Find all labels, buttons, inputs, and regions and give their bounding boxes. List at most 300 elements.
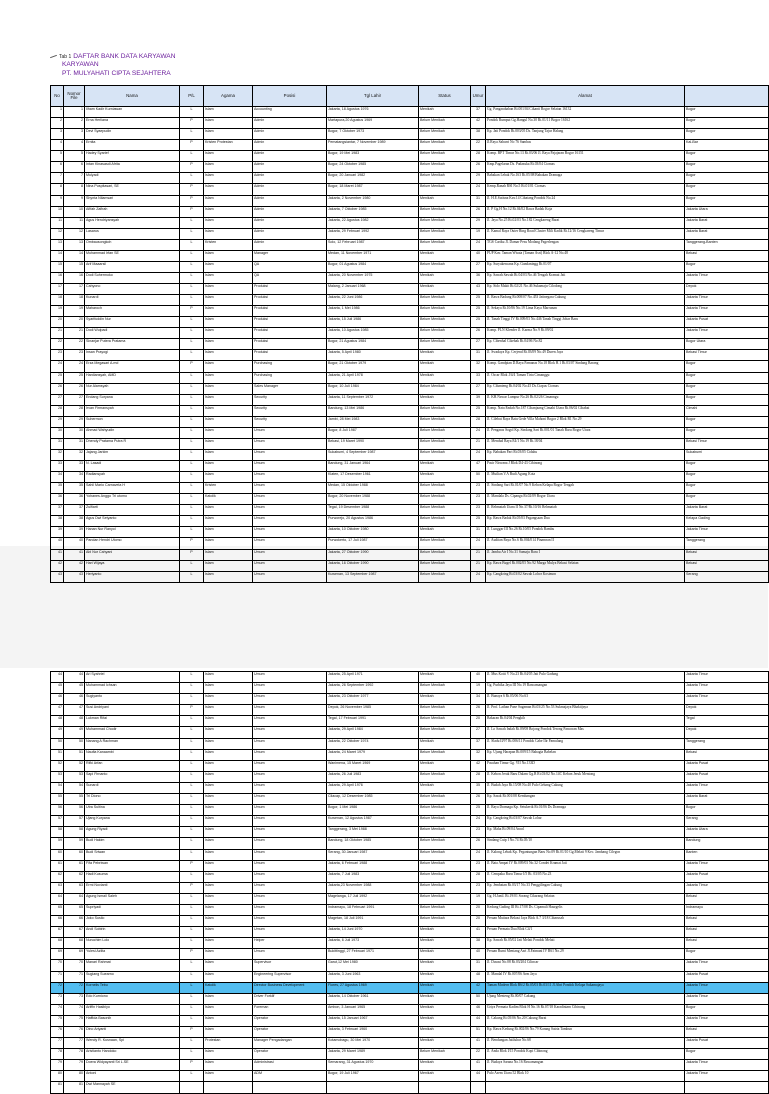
address: Taman Modern Blok B6/2 Rt.05/03 Rt.03/11 Jl.Abri Pondok Kelapa Sukamajaya — [486, 982, 685, 993]
religion: Islam — [204, 727, 253, 738]
table-row — [51, 317, 769, 328]
address: Komp. BPT Timur No.13 Rt.03/06 Jl. Raya Pajajaran Bogor 16151 — [486, 151, 685, 162]
gender: L — [180, 472, 204, 483]
gender: L — [180, 1015, 204, 1026]
marital-status: Menikah — [419, 982, 471, 993]
city: Jakarta Timur — [685, 683, 769, 694]
row-number: 8 — [51, 184, 64, 195]
table-row — [51, 250, 769, 261]
row-number: 22 — [51, 339, 64, 350]
table-row — [51, 228, 769, 239]
address: Jl. Kamal Raya Outer Ring Road Cluster Mili Kadik Rt.12/16 Cengkareng Timur — [486, 228, 685, 239]
birth-date: Medan, 15 Oktober 1988 — [327, 483, 419, 494]
row-number: 19 — [51, 306, 64, 317]
marital-status: Belum Menikah — [419, 151, 471, 162]
religion: Islam — [204, 284, 253, 295]
row-number: 77 — [51, 1038, 64, 1049]
birth-date: Jakarta, 22 Juni 1986 — [327, 295, 419, 306]
file-number: 35 — [64, 483, 85, 494]
address: Jl. Budaya Sarana No.16 Rawamangun — [486, 1060, 685, 1071]
document-header — [50, 53, 175, 78]
file-number: 73 — [64, 993, 85, 1004]
employee-name: Sapi Firnanto — [85, 771, 180, 782]
address: Jl. Bata Ampat IV Rt.009/03 No.32 Condet Kramat Jati — [486, 860, 685, 871]
file-number: 69 — [64, 949, 85, 960]
employee-name: Wendy R. Kusnaan, Spi — [85, 1038, 180, 1049]
city: Bogor — [685, 151, 769, 162]
age: 26 — [471, 328, 486, 339]
table-row — [51, 749, 769, 760]
birth-date: Depok, 26 November 1985 — [327, 705, 419, 716]
city: Jakarta Timur — [685, 1060, 769, 1071]
gender: L — [180, 449, 204, 460]
table-row — [51, 427, 769, 438]
birth-date: Bukittinggi, 27 Februari 1971 — [327, 949, 419, 960]
address: Jl. Mutlian V.A Budi Agung Kota — [486, 472, 685, 483]
age: 19 — [471, 228, 486, 239]
col-header: Status — [419, 86, 471, 107]
file-number: 21 — [64, 328, 85, 339]
row-number: 70 — [51, 960, 64, 971]
employee-name: Hardiansyah, AMD — [85, 372, 180, 383]
birth-date: Jakarta,23 November 1988 — [327, 882, 419, 893]
address: Jl. Cilebut Raya Batu Gede Villa Mahoni Bogor 2 Blok B1 No.29 — [486, 416, 685, 427]
age: 21 — [471, 549, 486, 560]
file-number: 34 — [64, 472, 85, 483]
col-header: Agama — [204, 86, 253, 107]
religion: Islam — [204, 416, 253, 427]
religion: Islam — [204, 560, 253, 571]
gender: L — [180, 1038, 204, 1049]
file-number: 33 — [64, 461, 85, 472]
gender: L — [180, 738, 204, 749]
address: Kp. Cibanteng Rt.04/02 No.45 Ds.Ciapus Ciomas — [486, 383, 685, 394]
file-number: 67 — [64, 927, 85, 938]
address: Gg. H.Janil. Rt.19/01 Sorang Cikarang Selatan — [486, 893, 685, 904]
city: Sukabumi — [685, 449, 769, 460]
marital-status: Belum Menikah — [419, 538, 471, 549]
employee-name: Kunardi — [85, 295, 180, 306]
religion: Islam — [204, 771, 253, 782]
file-number: 49 — [64, 727, 85, 738]
row-number: 12 — [51, 228, 64, 239]
file-number: 39 — [64, 527, 85, 538]
marital-status: Belum Menikah — [419, 306, 471, 317]
table-row — [51, 694, 769, 705]
address: Jl.Raya Sahurri No 76 Sambas — [486, 140, 685, 151]
age: 37 — [471, 738, 486, 749]
row-number: 74 — [51, 1004, 64, 1015]
birth-date: Jakarta, 24 Maret 1979 — [327, 749, 419, 760]
city: Jakarta Timur — [685, 882, 769, 893]
religion: Islam — [204, 827, 253, 838]
employee-name: Haffida Basonih — [85, 1015, 180, 1026]
employee-name: Agung Riyadi — [85, 827, 180, 838]
file-number: 65 — [64, 904, 85, 915]
file-number: 62 — [64, 871, 85, 882]
row-number: 4 — [51, 140, 64, 151]
row-number: 43 — [51, 571, 64, 582]
file-number: 12 — [64, 228, 85, 239]
age: 24 — [471, 239, 486, 250]
table-row — [51, 882, 769, 893]
birth-date: Sukabumi, 4 September 1987 — [327, 449, 419, 460]
row-number: 10 — [51, 206, 64, 217]
birth-date: Semarang, 31 Agustus 1970 — [327, 1060, 419, 1071]
religion: Islam — [204, 317, 253, 328]
gender: L — [180, 394, 204, 405]
position: Umum — [253, 860, 327, 871]
gender: L — [180, 771, 204, 782]
file-number: 55 — [64, 794, 85, 805]
employee-name: Hanan Nur Ranyol — [85, 527, 180, 538]
religion: Islam — [204, 749, 253, 760]
religion — [204, 1082, 253, 1093]
gender: L — [180, 794, 204, 805]
religion: Islam — [204, 1015, 253, 1026]
religion: Islam — [204, 461, 253, 472]
age: 28 — [471, 771, 486, 782]
religion: Islam — [204, 683, 253, 694]
marital-status: Menikah — [419, 350, 471, 361]
file-number: 79 — [64, 1060, 85, 1071]
address: Komp. PLN Klender Jl. Karma No.9 Rt.09/02 — [486, 328, 685, 339]
employee-name: Erna Herliana — [85, 118, 180, 129]
address: Kp. Suryakencana Kp. Gandaningg Rt.01/07 — [486, 261, 685, 272]
row-number: 32 — [51, 449, 64, 460]
marital-status: Belum Menikah — [419, 383, 471, 394]
table-row — [51, 284, 769, 295]
marital-status: Menikah — [419, 1038, 471, 1049]
marital-status: Menikah — [419, 250, 471, 261]
birth-date: Wanimena, 15 Maret 1969 — [327, 760, 419, 771]
birth-date: Solo, 12 Februari 1987 — [327, 239, 419, 250]
religion: Islam — [204, 860, 253, 871]
age: 51 — [471, 1027, 486, 1038]
city: Bogor — [685, 129, 769, 140]
row-number: 7 — [51, 173, 64, 184]
position: Security — [253, 394, 327, 405]
address: Kp. Sasak Rt.001/08 Kembangan — [486, 794, 685, 805]
employee-name: Dhendy Pratama Putra R — [85, 438, 180, 449]
address: Pasuhan Timur Gg. VII No.133D — [486, 760, 685, 771]
table-row — [51, 538, 769, 549]
religion: Islam — [204, 328, 253, 339]
table-row — [51, 118, 769, 129]
birth-date: Tegal, 19 Desember 1988 — [327, 505, 419, 516]
position: Umum — [253, 916, 327, 927]
employee-name: Nina Puspitasari, SE — [85, 184, 180, 195]
birth-date: Jakarta, 20 November 1975 — [327, 272, 419, 283]
table-row — [51, 672, 769, 683]
table-row — [51, 162, 769, 173]
religion: Kristen — [204, 239, 253, 250]
marital-status: Belum Menikah — [419, 173, 471, 184]
employee-name: Utra Sultina — [85, 805, 180, 816]
table-row — [51, 239, 769, 250]
city: Cimahi — [685, 405, 769, 416]
file-number: 14 — [64, 250, 85, 261]
file-number: 68 — [64, 938, 85, 949]
gender: L — [180, 129, 204, 140]
file-number: 7 — [64, 173, 85, 184]
position: Umum — [253, 771, 327, 782]
religion: Islam — [204, 151, 253, 162]
age: 28 — [471, 416, 486, 427]
marital-status: Belum Menikah — [419, 427, 471, 438]
col-header: Nama — [85, 86, 180, 107]
position: Admin — [253, 162, 327, 173]
gender: L — [180, 438, 204, 449]
birth-date: Bandung, 13 Mei 1986 — [327, 405, 419, 416]
table-row — [51, 816, 769, 827]
gender: L — [180, 427, 204, 438]
address: Jl. Pengaras Sogol Kp. Sindang Sari Rt.001/01 Tanah Baru Bogor Utara — [486, 427, 685, 438]
employee-name: Insan Prayogi — [85, 350, 180, 361]
row-number: 56 — [51, 805, 64, 816]
row-number: 18 — [51, 295, 64, 306]
age: 31 — [471, 527, 486, 538]
marital-status: Belum Menikah — [419, 206, 471, 217]
religion: Islam — [204, 129, 253, 140]
gender: L — [180, 350, 204, 361]
marital-status: Menikah — [419, 938, 471, 949]
religion: Islam — [204, 1004, 253, 1015]
address: Jl. Tanah Tinggi IV Rt.009/03 No.446 Tanah Tinggi Johar Baru — [486, 317, 685, 328]
birth-date: Jakarta, 23 Oktober 1977 — [327, 694, 419, 705]
marital-status: Belum Menikah — [419, 838, 471, 849]
city: Bekasi — [685, 1027, 769, 1038]
religion: Islam — [204, 1027, 253, 1038]
row-number: 47 — [51, 705, 64, 716]
age: 48 — [471, 971, 486, 982]
company-name: PT. MULYAHATI CIPTA SEJAHTERA — [62, 69, 171, 77]
table-row — [51, 505, 769, 516]
birth-date: Jakarta, 29 Februari 1992 — [327, 228, 419, 239]
employee-name: Yohanes Anggo Tri utomo — [85, 494, 180, 505]
marital-status: Belum Menikah — [419, 118, 471, 129]
position: Umum — [253, 694, 327, 705]
file-number: 58 — [64, 827, 85, 838]
file-number: 10 — [64, 206, 85, 217]
birth-date: Cilacap, 12 Desember 1985 — [327, 794, 419, 805]
marital-status: Belum Menikah — [419, 893, 471, 904]
birth-date: Jakarta, 29 April 1976 — [327, 782, 419, 793]
gender: P — [180, 195, 204, 206]
birth-date: Jakarta, 15 Januari 1967 — [327, 1015, 419, 1026]
address: Kmp.Pagelaran Ds. Padasuka Rt.03/04 Ciomas — [486, 162, 685, 173]
position: Umum — [253, 782, 327, 793]
city: Serang — [685, 571, 769, 582]
position: Driver Forklif — [253, 993, 327, 1004]
religion: Islam — [204, 173, 253, 184]
religion: Islam — [204, 904, 253, 915]
birth-date: Jakarta, 29 Maret 1989 — [327, 1049, 419, 1060]
row-number: 59 — [51, 838, 64, 849]
address: Komp. Gandpian D.Raya Pamanas No.18 Blok H.1 Rt.03/07 Sindang Barang — [486, 361, 685, 372]
table-header-row — [51, 86, 769, 107]
city: Tegal — [685, 716, 769, 727]
gender: L — [180, 816, 204, 827]
row-number: 80 — [51, 1071, 64, 1082]
employee-table-page-1 — [50, 85, 769, 583]
religion: Islam — [204, 927, 253, 938]
gender: L — [180, 1004, 204, 1015]
employee-table-page-2 — [50, 671, 769, 1094]
address: Komp. Nata Endah No.187 Cibanjaang Cimahi Utara Rt.06/02 Cibabat — [486, 405, 685, 416]
employee-name: Ermi Novianti — [85, 882, 180, 893]
position: Accounting — [253, 107, 327, 118]
row-number: 48 — [51, 716, 64, 727]
table-row — [51, 372, 769, 383]
age: 25 — [471, 306, 486, 317]
address: Peruan Permata Dua Blok C4/1 — [486, 927, 685, 938]
religion: Islam — [204, 472, 253, 483]
employee-name: Mulyadi — [85, 173, 180, 184]
marital-status: Belum Menikah — [419, 483, 471, 494]
marital-status: Menikah — [419, 527, 471, 538]
gender: L — [180, 904, 204, 915]
marital-status: Menikah — [419, 284, 471, 295]
employee-name: Zulfiarti — [85, 505, 180, 516]
employee-name: Supriyadi — [85, 904, 180, 915]
marital-status: Belum Menikah — [419, 184, 471, 195]
address: Jl. Sekaya Rt.10/06 No.19 Lima Kaya Marrunan — [486, 306, 685, 317]
gender: P — [180, 140, 204, 151]
row-number: 42 — [51, 560, 64, 571]
city: Bogor — [685, 361, 769, 372]
file-number: 38 — [64, 516, 85, 527]
col-header: P/L — [180, 86, 204, 107]
address: Kp. Babakan Pari Rt.03/05 Cidahu — [486, 449, 685, 460]
table-row — [51, 805, 769, 816]
gender: L — [180, 716, 204, 727]
address: Kp. Jembatan Rt.03/17 No.33 Penggilingan Cakung — [486, 882, 685, 893]
age: 43 — [471, 284, 486, 295]
table-row — [51, 184, 769, 195]
employee-name: Ujang Kuryana — [85, 816, 180, 827]
employee-name: Dino Ariyanti — [85, 1027, 180, 1038]
position: Umum — [253, 849, 327, 860]
row-number: 33 — [51, 461, 64, 472]
age: 34 — [471, 694, 486, 705]
birth-date: Tanggerang, 3 Mei 1988 — [327, 827, 419, 838]
address: Babakan Lebak No.163 Rt.05/08 Babakan Dramaga — [486, 173, 685, 184]
employee-name: Budi Hakim — [85, 838, 180, 849]
religion: Katolik — [204, 982, 253, 993]
age: 22 — [471, 140, 486, 151]
employee-name: Endang Suryana — [85, 394, 180, 405]
address: Jl. Oscar Blok J/4/4 Taman Tirta Cimanggu — [486, 372, 685, 383]
employee-name: Naufia Kanaambi — [85, 749, 180, 760]
position: Umum — [253, 505, 327, 516]
row-number: 16 — [51, 272, 64, 283]
table-row — [51, 860, 769, 871]
employee-name: Ilham Kadir Kurniawan — [85, 107, 180, 118]
marital-status: Belum Menikah — [419, 871, 471, 882]
city: Bogor Utara — [685, 339, 769, 350]
religion: Islam — [204, 206, 253, 217]
birth-date: Bogor, 18 Maret 1987 — [327, 184, 419, 195]
age: 31 — [471, 960, 486, 971]
address: Pasir Nirwana J Blok D4-43 Cibinong — [486, 461, 685, 472]
file-number: 15 — [64, 261, 85, 272]
religion: Islam — [204, 838, 253, 849]
employee-name: Sahil Mario Carnavela H — [85, 483, 180, 494]
address: Kp. Ujung Harapan Rt.009/15 Bahagia Babelan — [486, 749, 685, 760]
age: 32 — [471, 749, 486, 760]
position: Admin — [253, 206, 327, 217]
birth-date: Tegal, 17 Februari 1991 — [327, 716, 419, 727]
marital-status: Menikah — [419, 1027, 471, 1038]
religion: Islam — [204, 971, 253, 982]
table-row — [51, 771, 769, 782]
table-row — [51, 195, 769, 206]
employee-name: Erza Megasari A.md — [85, 361, 180, 372]
row-number: 9 — [51, 195, 64, 206]
gender: P — [180, 1027, 204, 1038]
position: Umum — [253, 705, 327, 716]
position: Umum — [253, 449, 327, 460]
file-number: 1 — [64, 107, 85, 118]
age: 25 — [471, 295, 486, 306]
religion: Islam — [204, 339, 253, 350]
employee-name: Rifki Arfan — [85, 760, 180, 771]
marital-status: Menikah — [419, 472, 471, 483]
file-number: 46 — [64, 694, 85, 705]
birth-date: Jakarta, 22 Oktober 1974 — [327, 738, 419, 749]
file-number: 47 — [64, 705, 85, 716]
employee-name: Radiansyah — [85, 472, 180, 483]
age: 24 — [471, 538, 486, 549]
gender: L — [180, 107, 204, 118]
birth-date: Jakarta, 7 Juli 1983 — [327, 871, 419, 882]
row-number: 69 — [51, 949, 64, 960]
position: Umum — [253, 527, 327, 538]
city: Bogor — [685, 483, 769, 494]
religion: Islam — [204, 716, 253, 727]
table-row — [51, 405, 769, 416]
city: Bekasi — [685, 893, 769, 904]
employee-name: Ombausongkoh — [85, 239, 180, 250]
file-number: 3 — [64, 129, 85, 140]
position: Admin — [253, 195, 327, 206]
gender: L — [180, 827, 204, 838]
marital-status: Belum Menikah — [419, 505, 471, 516]
table-row — [51, 1082, 769, 1093]
table-row — [51, 107, 769, 118]
birth-date: Bogor, 21 Agustus 1984 — [327, 339, 419, 350]
gender: L — [180, 261, 204, 272]
row-number: 29 — [51, 416, 64, 427]
religion: Islam — [204, 871, 253, 882]
city: Jakarta Timur — [685, 993, 769, 1004]
religion: Islam — [204, 306, 253, 317]
marital-status: Belum Menikah — [419, 217, 471, 228]
employee-name: Suhermon — [85, 416, 180, 427]
table-row — [51, 971, 769, 982]
row-number: 40 — [51, 538, 64, 549]
position: Umum — [253, 816, 327, 827]
age: 41 — [471, 1060, 486, 1071]
table-row — [51, 916, 769, 927]
city: Banten — [685, 849, 769, 860]
table-row — [51, 339, 769, 350]
file-number: 71 — [64, 971, 85, 982]
city: Tanggerang — [685, 538, 769, 549]
table-row — [51, 306, 769, 317]
table-row — [51, 483, 769, 494]
